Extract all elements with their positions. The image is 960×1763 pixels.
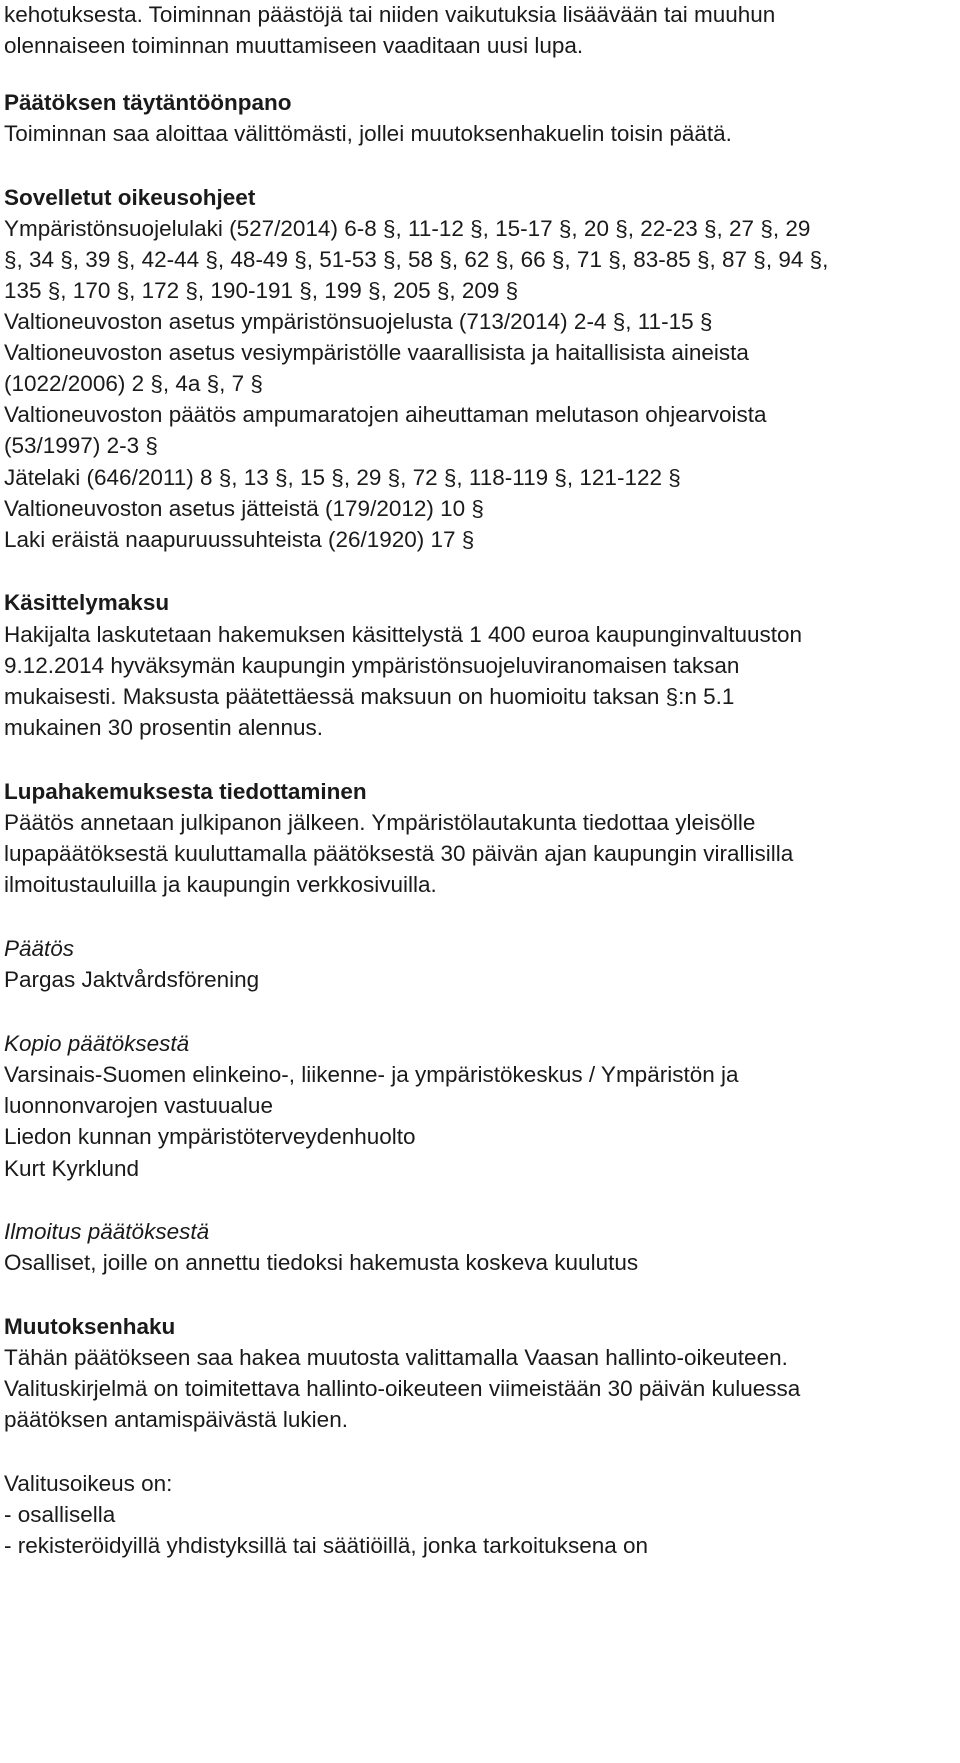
appeal-right-line-3: - rekisteröidyillä yhdistyksillä tai säätiöillä, jonka tarkoituksena on — [4, 1533, 649, 1558]
regulation-line-7: Valtioneuvoston päätös ampumaratojen aiheuttaman melutason ohjearvoista — [4, 402, 767, 427]
regulation-line-4: Valtioneuvoston asetus ympäristönsuojelusta (713/2014) 2-4 §, 11-15 § — [4, 309, 713, 334]
regulations-heading: Sovelletut oikeusohjeet — [4, 185, 256, 210]
regulation-line-10: Valtioneuvoston asetus jätteistä (179/2012) 10 § — [4, 496, 484, 521]
intro-line-2: olennaiseen toiminnan muuttamiseen vaaditaan uusi lupa. — [4, 33, 584, 58]
copy-line-1: Varsinais-Suomen elinkeino-, liikenne- ja ympäristökeskus / Ympäristön ja — [4, 1062, 739, 1087]
announcement-line-1: Osalliset, joille on annettu tiedoksi hakemusta koskeva kuulutus — [4, 1250, 639, 1275]
regulation-line-3: 135 §, 170 §, 172 §, 190-191 §, 199 §, 205 §, 209 § — [4, 278, 519, 303]
enforcement-line-1: Toiminnan saa aloittaa välittömästi, jollei muutoksenhakuelin toisin päätä. — [4, 121, 732, 146]
announcement-heading: Ilmoitus päätöksestä — [4, 1219, 210, 1244]
decision-line-1: Pargas Jaktvårdsförening — [4, 967, 260, 992]
appeal-right-line-1: Valitusoikeus on: — [4, 1471, 173, 1496]
copy-line-2: luonnonvarojen vastuualue — [4, 1093, 273, 1118]
regulation-line-2: §, 34 §, 39 §, 42-44 §, 48-49 §, 51-53 §, 58 §, 62 §, 66 §, 71 §, 83-85 §, 87 §, 94 §, — [4, 247, 829, 272]
regulation-line-11: Laki eräistä naapuruussuhteista (26/1920) 17 § — [4, 527, 475, 552]
copy-line-4: Kurt Kyrklund — [4, 1156, 140, 1181]
copy-line-3: Liedon kunnan ympäristöterveydenhuolto — [4, 1124, 416, 1149]
regulation-line-5: Valtioneuvoston asetus vesiympäristölle vaarallisista ja haitallisista aineista — [4, 340, 749, 365]
appeal-line-3: päätöksen antamispäivästä lukien. — [4, 1407, 348, 1432]
copy-heading: Kopio päätöksestä — [4, 1031, 190, 1056]
notification-heading: Lupahakemuksesta tiedottaminen — [4, 779, 367, 804]
appeal-right-line-2: - osallisella — [4, 1502, 116, 1527]
decision-heading: Päätös — [4, 936, 75, 961]
notification-line-1: Päätös annetaan julkipanon jälkeen. Ympäristölautakunta tiedottaa yleisölle — [4, 810, 756, 835]
notification-line-3: ilmoitustauluilla ja kaupungin verkkosivuilla. — [4, 872, 437, 897]
appeal-line-1: Tähän päätökseen saa hakea muutosta valittamalla Vaasan hallinto-oikeuteen. — [4, 1345, 788, 1370]
intro-line-1: kehotuksesta. Toiminnan päästöjä tai niiden vaikutuksia lisäävään tai muuhun — [4, 2, 776, 27]
appeal-heading: Muutoksenhaku — [4, 1314, 176, 1339]
regulation-line-8: (53/1997) 2-3 § — [4, 433, 158, 458]
enforcement-heading: Päätöksen täytäntöönpano — [4, 90, 292, 115]
fee-line-3: mukaisesti. Maksusta päätettäessä maksuun on huomioitu taksan §:n 5.1 — [4, 684, 735, 709]
regulation-line-9: Jätelaki (646/2011) 8 §, 13 §, 15 §, 29 §, 72 §, 118-119 §, 121-122 § — [4, 465, 681, 490]
fee-line-1: Hakijalta laskutetaan hakemuksen käsittelystä 1 400 euroa kaupunginvaltuuston — [4, 622, 803, 647]
regulation-line-1: Ympäristönsuojelulaki (527/2014) 6-8 §, 11-12 §, 15-17 §, 20 §, 22-23 §, 27 §, 29 — [4, 216, 811, 241]
regulation-line-6: (1022/2006) 2 §, 4a §, 7 § — [4, 371, 263, 396]
fee-heading: Käsittelymaksu — [4, 590, 170, 615]
fee-line-4: mukainen 30 prosentin alennus. — [4, 715, 323, 740]
notification-line-2: lupapäätöksestä kuuluttamalla päätöksestä 30 päivän ajan kaupungin virallisilla — [4, 841, 794, 866]
fee-line-2: 9.12.2014 hyväksymän kaupungin ympäristönsuojeluviranomaisen taksan — [4, 653, 740, 678]
appeal-line-2: Valituskirjelmä on toimitettava hallinto-oikeuteen viimeistään 30 päivän kuluessa — [4, 1376, 801, 1401]
